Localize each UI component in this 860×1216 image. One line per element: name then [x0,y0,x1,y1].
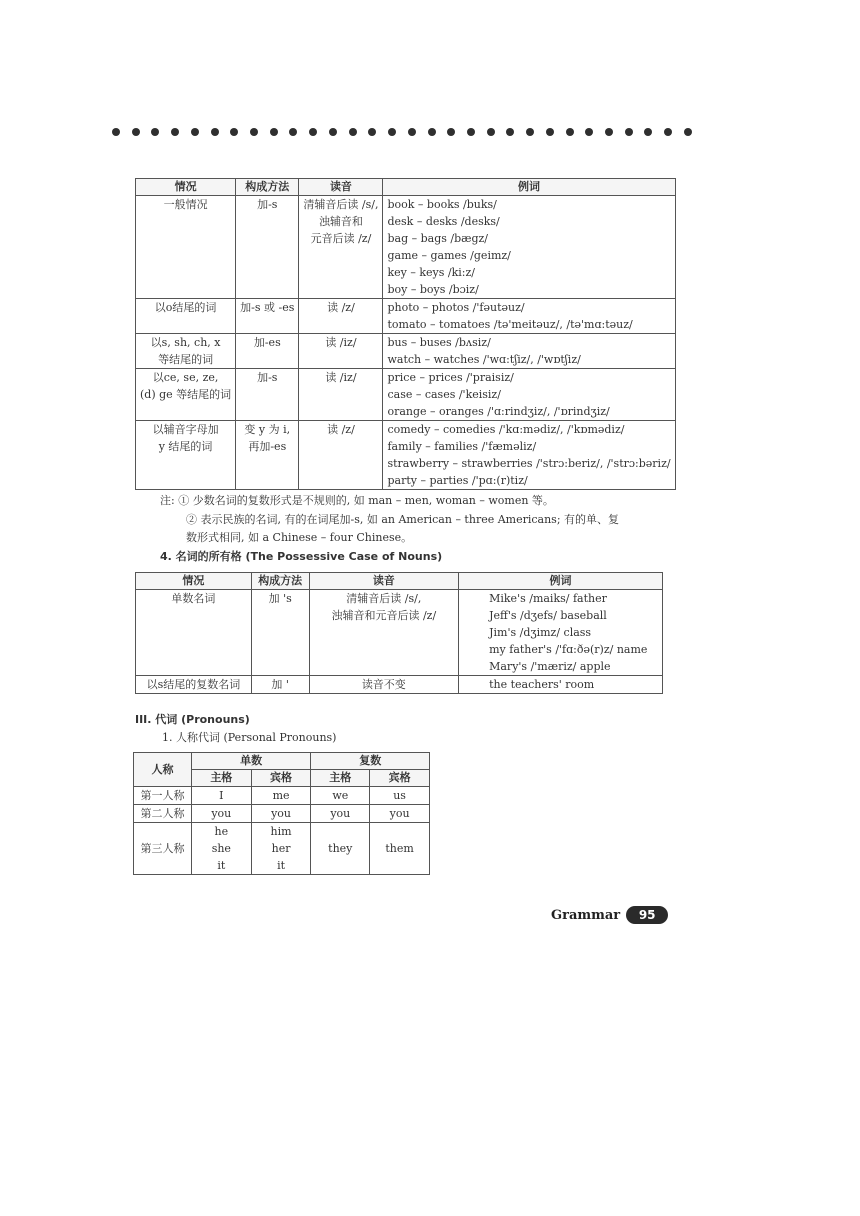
method-cell [236,369,299,421]
method-cell-line: 加-s [257,198,278,211]
singular-object-cell-line: you [271,807,291,820]
plural-subject-cell [311,823,370,875]
singular-object-cell-line: him [270,825,292,838]
sound-cell-line: 浊辅音和元音后读 /z/ [331,609,437,622]
examples-cell-line: price – prices /'praisiz/ [387,371,514,384]
method-cell-line: 变 y 为 i, [244,423,291,436]
examples-cell-line: the teachers' room [489,678,595,691]
person-cell [134,823,192,875]
header-singular-subject: 主格 [191,770,251,787]
method-cell-line: 加 's [268,592,292,605]
method-cell-line: 加-es [253,336,281,349]
footer-section-name: Grammar [551,907,621,923]
examples-cell-line: strawberry – strawberries /'strɔ:beriz/, /'strɔ:bəriz/ [387,457,671,470]
dot [605,128,613,136]
dot [408,128,416,136]
note-irregular-plurals: 注: ① 少数名词的复数形式是不规则的, 如 man – men, woman – women 等。 [160,494,554,507]
examples-cell-line: my father's /'fɑ:ðə(r)z/ name [489,643,648,656]
examples-cell-line: party – parties /'pɑ:(r)tiz/ [387,474,528,487]
page-footer [551,906,668,924]
singular-object-cell-line: me [272,789,290,802]
examples-cell-line: bus – buses /bʌsiz/ [387,336,491,349]
plural-subject-cell-line: you [330,807,351,820]
dot [368,128,376,136]
sound-cell-line: 元音后读 /z/ [310,232,372,245]
case-cell [136,421,236,490]
sound-cell [309,590,459,676]
sound-cell-line: 读 /iz/ [325,371,357,384]
examples-cell-line: boy – boys /bɔiz/ [387,283,479,296]
sound-cell [299,299,383,334]
table-header-row [136,573,663,590]
dot [506,128,514,136]
page-number-badge: 95 [626,906,668,924]
examples-cell-line: Jeff's /dʒefs/ baseball [489,609,607,622]
dot [644,128,652,136]
examples-cell-line: Mary's /'mæriz/ apple [489,660,611,673]
plural-subject-cell [311,787,370,805]
header-case: 情况 [136,179,236,196]
singular-object-cell [251,823,311,875]
dot [487,128,495,136]
header-singular-object: 宾格 [251,770,311,787]
dot [289,128,297,136]
sound-cell-line: 清辅音后读 /s/, [346,592,422,605]
table-row [134,805,430,823]
table-row [136,369,676,421]
examples-cell-line: tomato – tomatoes /tə'meitəuz/, /tə'mɑ:təuz/ [387,318,633,331]
plural-object-cell-line: them [385,842,414,855]
singular-object-cell-line: it [277,859,286,872]
dot [309,128,317,136]
header-plural: 复数 [311,753,430,770]
method-cell-line: 加 ' [271,678,289,691]
case-cell-line: 以s, sh, ch, x [150,336,221,349]
table-header-row [134,753,430,770]
person-cell [134,787,192,805]
table-row [136,421,676,490]
dot [132,128,140,136]
plural-object-cell-line: you [389,807,410,820]
case-cell-line: 以ce, se, ze, [152,371,219,384]
sound-cell [299,369,383,421]
singular-subject-cell [191,787,251,805]
method-cell [236,299,299,334]
note-nationality-nouns: ② 表示民族的名词, 有的在词尾加-s, 如 an American – three Americans; 有的单、复 [186,513,620,526]
examples-cell-line: key – keys /ki:z/ [387,266,475,279]
dot [112,128,120,136]
table-row [136,196,676,299]
examples-cell [383,334,675,369]
case-cell [136,196,236,299]
sound-cell-line: 读 /z/ [327,423,355,436]
sound-cell-line: 读 /z/ [327,301,355,314]
plural-formation-table [135,178,676,490]
method-cell [251,590,309,676]
section-personal-pronouns-subtitle: 1. 人称代词 (Personal Pronouns) [162,731,337,744]
case-cell-line: 一般情况 [163,198,208,211]
examples-cell-line: Mike's /maiks/ father [489,592,607,605]
sound-cell-line: 清辅音后读 /s/, [303,198,379,211]
examples-cell-line: book – books /buks/ [387,198,497,211]
header-examples: 例词 [459,573,663,590]
method-cell [236,196,299,299]
header-case: 情况 [136,573,252,590]
examples-cell-line: game – games /geimz/ [387,249,511,262]
sound-cell [299,334,383,369]
table-row [134,823,430,875]
person-cell-line: 第一人称 [140,789,185,802]
dot [349,128,357,136]
examples-cell-line: orange – oranges /'ɑ:rindʒiz/, /'ɒrindʒiz/ [387,405,610,418]
singular-object-cell [251,805,311,823]
dot [566,128,574,136]
dot [684,128,692,136]
dot [526,128,534,136]
method-cell [236,421,299,490]
header-singular: 单数 [191,753,310,770]
examples-cell-line: desk – desks /desks/ [387,215,500,228]
header-examples: 例词 [383,179,675,196]
examples-cell [459,676,663,694]
singular-subject-cell-line: it [217,859,226,872]
singular-subject-cell-line: I [219,789,224,802]
method-cell-line: 加-s 或 -es [240,301,295,314]
table-row [134,787,430,805]
examples-cell [459,590,663,676]
sound-cell [299,421,383,490]
examples-cell-line: bag – bags /bægz/ [387,232,489,245]
examples-cell [383,299,675,334]
personal-pronouns-table [133,752,430,875]
section-possessive-title: 4. 名词的所有格 (The Possessive Case of Nouns) [160,550,443,563]
examples-cell [383,369,675,421]
plural-subject-cell-line: we [332,789,349,802]
singular-subject-cell-line: she [211,842,231,855]
method-cell-line: 加-s [257,371,278,384]
case-cell [136,590,252,676]
header-person: 人称 [134,753,192,787]
case-cell [136,334,236,369]
singular-subject-cell [191,805,251,823]
case-cell-line: 单数名词 [171,592,216,605]
plural-subject-cell [311,805,370,823]
singular-subject-cell-line: you [211,807,232,820]
plural-object-cell-line: us [393,789,406,802]
decorative-dot-rule [112,126,692,138]
dot [270,128,278,136]
examples-cell-line: case – cases /'keisiz/ [387,388,501,401]
dot [171,128,179,136]
dot [230,128,238,136]
case-cell-line: 等结尾的词 [158,353,214,366]
plural-object-cell [370,787,430,805]
method-cell [251,676,309,694]
examples-cell-line: comedy – comedies /'kɑ:mədiz/, /'kɒmədiz/ [387,423,625,436]
singular-subject-cell-line: he [214,825,229,838]
case-cell [136,369,236,421]
plural-object-cell [370,805,430,823]
examples-cell-line: family – families /'fæməliz/ [387,440,537,453]
singular-object-cell [251,787,311,805]
sound-cell-line: 读 /iz/ [325,336,357,349]
plural-subject-cell-line: they [328,842,353,855]
section-pronouns-title: III. 代词 (Pronouns) [135,713,250,726]
sound-cell [309,676,459,694]
dot [151,128,159,136]
table-row [136,676,663,694]
header-sound: 读音 [299,179,383,196]
case-cell-line: (d) ge 等结尾的词 [140,388,232,401]
dot [329,128,337,136]
table-row [136,299,676,334]
singular-subject-cell [191,823,251,875]
examples-cell [383,196,675,299]
examples-cell-line: Jim's /dʒimz/ class [489,626,592,639]
dot [388,128,396,136]
header-plural-object: 宾格 [370,770,430,787]
dot [546,128,554,136]
dot [250,128,258,136]
dot [664,128,672,136]
sound-cell-line: 读音不变 [361,678,406,691]
dot [467,128,475,136]
dot [585,128,593,136]
person-cell [134,805,192,823]
sound-cell-line: 浊辅音和 [318,215,363,228]
examples-cell-line: watch – watches /'wɑ:tʃiz/, /'wɒtʃiz/ [387,353,581,366]
case-cell [136,676,252,694]
examples-cell-line: photo – photos /'fəutəuz/ [387,301,525,314]
header-sound: 读音 [309,573,459,590]
sound-cell [299,196,383,299]
method-cell [236,334,299,369]
dot [428,128,436,136]
header-method: 构成方法 [251,573,309,590]
dot [625,128,633,136]
person-cell-line: 第三人称 [140,842,185,855]
dot [191,128,199,136]
dot [447,128,455,136]
header-plural-subject: 主格 [311,770,370,787]
case-cell-line: y 结尾的词 [158,440,213,453]
case-cell-line: 以o结尾的词 [154,301,217,314]
person-cell-line: 第二人称 [140,807,185,820]
note-nationality-nouns-cont: 数形式相同, 如 a Chinese – four Chinese。 [186,531,413,544]
case-cell-line: 以辅音字母加 [152,423,219,436]
header-method: 构成方法 [236,179,299,196]
case-cell-line: 以s结尾的复数名词 [146,678,241,691]
table-row [136,334,676,369]
case-cell [136,299,236,334]
examples-cell [383,421,675,490]
table-header-row [136,179,676,196]
plural-object-cell [370,823,430,875]
singular-object-cell-line: her [271,842,291,855]
method-cell-line: 再加-es [248,440,287,453]
table-row [136,590,663,676]
dot [211,128,219,136]
possessive-case-table [135,572,663,694]
